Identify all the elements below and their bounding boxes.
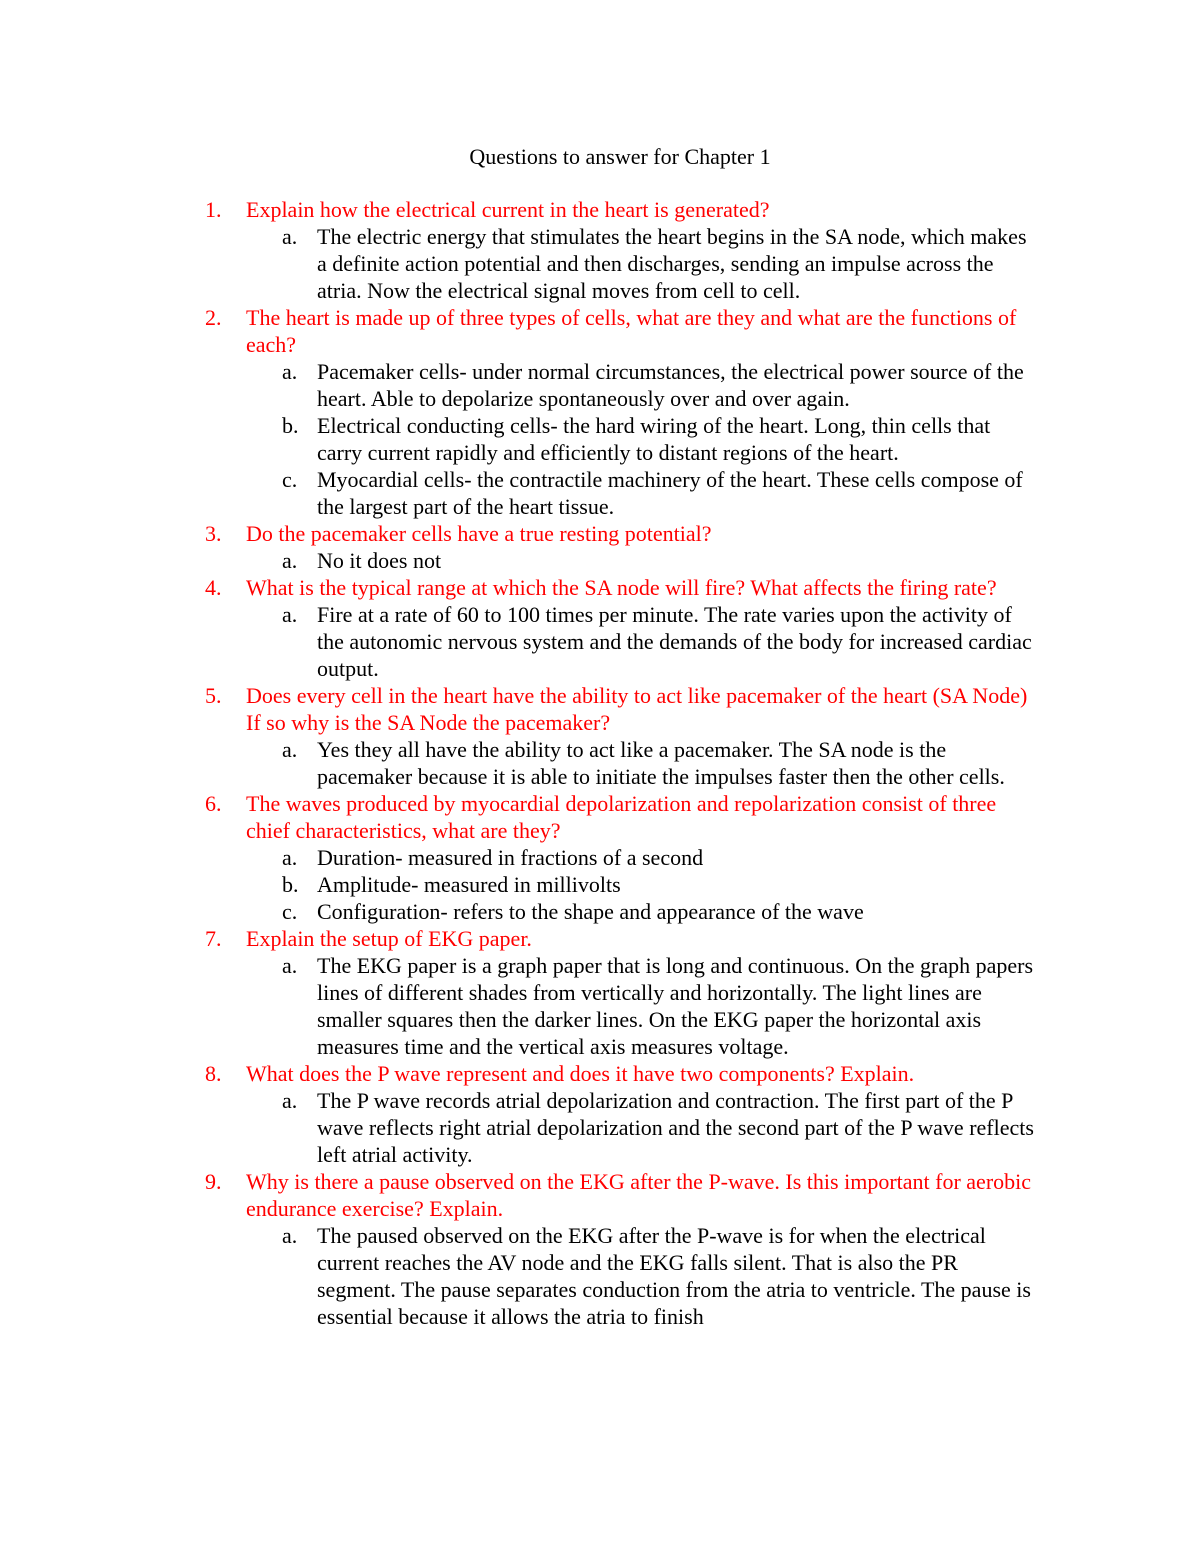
question-item [205,574,1035,682]
question-number: 4. [205,575,222,600]
question-item [205,520,1035,574]
answer-letter: a. [282,953,298,978]
answer-item [246,223,1035,304]
answer-text: Yes they all have the ability to act like a pacemaker. The SA node is the pacemaker because it is able to initiate the impulses faster then the other cells. [317,737,1005,789]
question-item [205,196,1035,304]
answer-text: The electric energy that stimulates the heart begins in the SA node, which makes a definite action potential and then discharges, sending an impulse across the atria. Now the electrical signal moves from cell to cell. [317,224,1027,303]
answer-letter: b. [282,872,299,897]
answer-list [246,223,1035,304]
answer-letter: a. [282,737,298,762]
answer-text: Configuration- refers to the shape and appearance of the wave [317,899,864,924]
answer-text: Pacemaker cells- under normal circumstances, the electrical power source of the heart. Able to depolarize spontaneously over and over again. [317,359,1024,411]
question-text: Explain how the electrical current in the heart is generated? [246,197,770,222]
question-text: Do the pacemaker cells have a true resting potential? [246,521,712,546]
question-number: 3. [205,521,222,546]
question-text: Why is there a pause observed on the EKG after the P-wave. Is this important for aerobic endurance exercise? Explain. [246,1169,1032,1221]
answer-text: The EKG paper is a graph paper that is long and continuous. On the graph papers lines of different shades from vertically and horizontally. The light lines are smaller squares then the darker lines. On the EKG paper the horizontal axis measures time and the vertical axis measures voltage. [317,953,1034,1059]
document-title: Questions to answer for Chapter 1 [469,144,771,169]
answer-letter: c. [282,899,298,924]
question-number: 9. [205,1169,222,1194]
question-item [205,1168,1035,1330]
question-number: 1. [205,197,222,222]
answer-list [246,952,1035,1060]
answer-letter: a. [282,548,298,573]
question-number: 2. [205,305,222,330]
question-item [205,682,1035,790]
answer-item [246,601,1035,682]
question-item [205,790,1035,925]
answer-item [246,1222,1035,1330]
answer-letter: a. [282,1223,298,1248]
answer-text: Amplitude- measured in millivolts [317,872,621,897]
question-item [205,304,1035,520]
question-text: Explain the setup of EKG paper. [246,926,532,951]
answer-text: Myocardial cells- the contractile machinery of the heart. These cells compose of the largest part of the heart tissue. [317,467,1023,519]
question-text: The waves produced by myocardial depolarization and repolarization consist of three chief characteristics, what are they? [246,791,997,843]
answer-item [246,871,1035,898]
answer-letter: a. [282,359,298,384]
answer-item [246,736,1035,790]
question-number: 5. [205,683,222,708]
answer-text: Electrical conducting cells- the hard wiring of the heart. Long, thin cells that carry current rapidly and efficiently to distant regions of the heart. [317,413,991,465]
answer-letter: c. [282,467,298,492]
answer-letter: a. [282,224,298,249]
question-number: 6. [205,791,222,816]
answer-list [246,1087,1035,1168]
answer-text: Fire at a rate of 60 to 100 times per minute. The rate varies upon the activity of the autonomic nervous system and the demands of the body for increased cardiac output. [317,602,1032,681]
answer-item [246,1087,1035,1168]
answer-letter: a. [282,1088,298,1113]
answer-text: No it does not [317,548,442,573]
answer-item [246,547,1035,574]
answer-item [246,412,1035,466]
answer-item [246,952,1035,1060]
question-text: What is the typical range at which the SA node will fire? What affects the firing rate? [246,575,997,600]
answer-list [246,601,1035,682]
answer-text: Duration- measured in fractions of a second [317,845,704,870]
answer-item [246,466,1035,520]
question-text: What does the P wave represent and does it have two components? Explain. [246,1061,915,1086]
answer-item [246,844,1035,871]
answer-item [246,358,1035,412]
question-item [205,1060,1035,1168]
answer-list [246,844,1035,925]
answer-letter: a. [282,602,298,627]
question-item [205,925,1035,1060]
question-number: 8. [205,1061,222,1086]
answer-list [246,358,1035,520]
answer-letter: a. [282,845,298,870]
question-text: The heart is made up of three types of cells, what are they and what are the functions of each? [246,305,1017,357]
question-number: 7. [205,926,222,951]
question-list [205,196,1035,1330]
answer-list [246,736,1035,790]
answer-text: The paused observed on the EKG after the P-wave is for when the electrical current reaches the AV node and the EKG falls silent. That is also the PR segment. The pause separates conduction from the atria to ventricle. The pause is essential because it allows the atria to finish [317,1223,1031,1329]
answer-list [246,547,1035,574]
answer-letter: b. [282,413,299,438]
answer-list [246,1222,1035,1330]
answer-item [246,898,1035,925]
answer-text: The P wave records atrial depolarization and contraction. The first part of the P wave reflects right atrial depolarization and the second part of the P wave reflects left atrial activity. [317,1088,1034,1167]
question-text: Does every cell in the heart have the ability to act like pacemaker of the heart (SA Node) If so why is the SA Node the pacemaker? [246,683,1028,735]
